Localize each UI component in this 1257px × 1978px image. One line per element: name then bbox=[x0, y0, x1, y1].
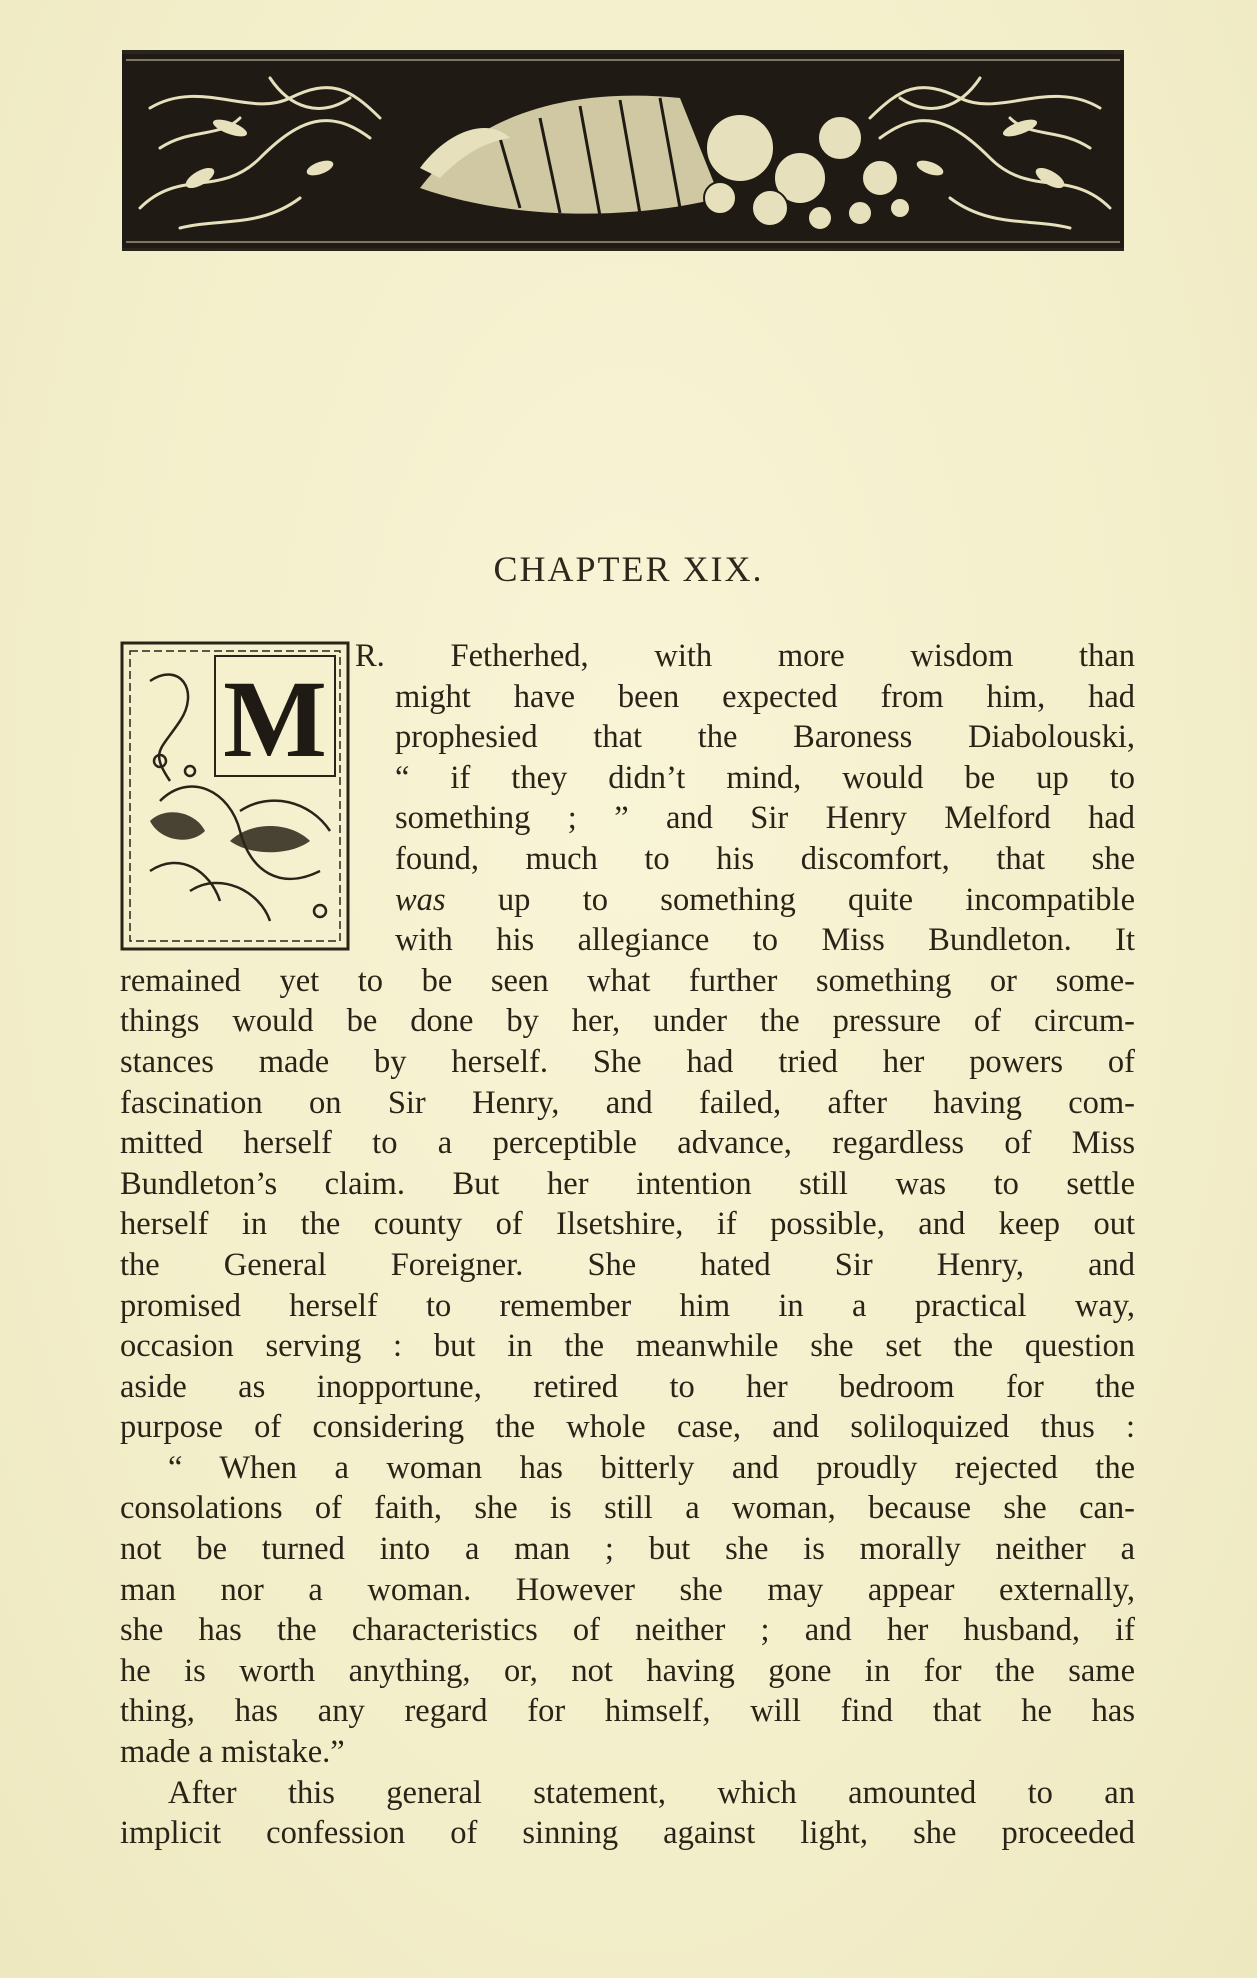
drop-cap-glyph: M bbox=[223, 658, 327, 780]
cornucopia-ornament-icon bbox=[120, 48, 1127, 254]
text-line: “ if they didn’t mind, would be up to bbox=[395, 759, 1135, 796]
text-line: occasion serving : but in the meanwhile she set the question bbox=[120, 1328, 1135, 1365]
text-line: R. Fetherhed, with more wisdom than bbox=[355, 638, 1135, 674]
text-line: aside as inopportune, retired to her bedroom for the bbox=[120, 1368, 1135, 1405]
text-line: After this general statement, which amounted to an bbox=[168, 1774, 1135, 1811]
text-line: thing, has any regard for himself, will find that he has bbox=[120, 1693, 1135, 1730]
text-line: remained yet to be seen what further something or some- bbox=[120, 962, 1135, 999]
text-line: the General Foreigner. She hated Sir Henry, and bbox=[120, 1246, 1135, 1283]
text-line: Bundleton’s claim. But her intention still was to settle bbox=[120, 1165, 1135, 1202]
text-line: prophesied that the Baroness Diabolouski, bbox=[395, 719, 1135, 756]
text-line bbox=[395, 880, 1135, 921]
text-line: purpose of considering the whole case, and soliloquized thus : bbox=[120, 1409, 1135, 1446]
text-line: might have been expected from him, had bbox=[395, 678, 1135, 715]
ornamental-headpiece-image bbox=[120, 48, 1127, 254]
text-line: implicit confession of sinning against light, she proceeded bbox=[120, 1815, 1135, 1852]
emphasis-was: was bbox=[395, 881, 446, 918]
text-line: herself in the county of Ilsetshire, if possible, and keep out bbox=[120, 1206, 1135, 1243]
chapter-title: CHAPTER XIX. bbox=[493, 549, 764, 589]
text-line: “ When a woman has bitterly and proudly rejected the bbox=[168, 1449, 1135, 1486]
text-line: he is worth anything, or, not having gone in for the same bbox=[120, 1652, 1135, 1689]
text-line-rest: up to something quite incompatible bbox=[445, 881, 1135, 918]
text-line: made a mistake.” bbox=[120, 1734, 345, 1771]
body-text bbox=[120, 636, 1135, 1854]
text-line: she has the characteristics of neither ; and her husband, if bbox=[120, 1612, 1135, 1649]
text-line: consolations of faith, she is still a woman, because she can- bbox=[120, 1490, 1135, 1527]
text-line: fascination on Sir Henry, and failed, after having com- bbox=[120, 1084, 1135, 1121]
text-line: promised herself to remember him in a practical way, bbox=[120, 1287, 1135, 1324]
text-line: stances made by herself. She had tried her powers of bbox=[120, 1043, 1135, 1080]
text-line: found, much to his discomfort, that she bbox=[395, 840, 1135, 877]
text-line: with his allegiance to Miss Bundleton. It bbox=[395, 922, 1135, 959]
text-line: mitted herself to a perceptible advance, regardless of Miss bbox=[120, 1125, 1135, 1162]
text-line: not be turned into a man ; but she is morally neither a bbox=[120, 1531, 1135, 1568]
text-line: man nor a woman. However she may appear externally, bbox=[120, 1571, 1135, 1608]
text-line: something ; ” and Sir Henry Melford had bbox=[395, 800, 1135, 837]
text-line: things would be done by her, under the pressure of circum- bbox=[120, 1003, 1135, 1040]
